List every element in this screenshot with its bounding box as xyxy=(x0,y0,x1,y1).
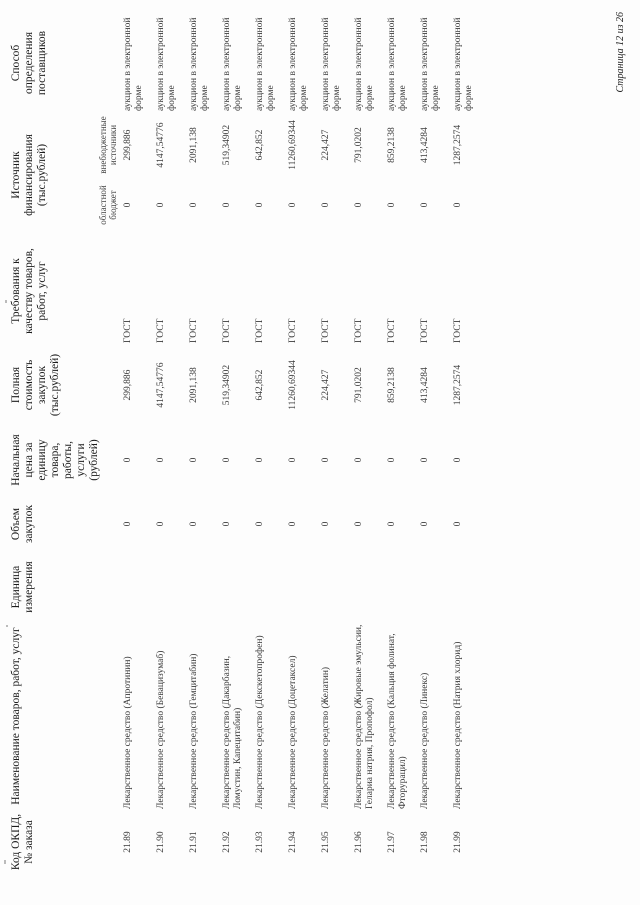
cell-volume: 0 xyxy=(321,521,331,527)
cell-code: 21.94 xyxy=(288,831,298,853)
cell-cost: 859,2138 xyxy=(387,367,397,403)
cell-financing-extra: 4147,54776 xyxy=(156,122,166,168)
cell-financing xyxy=(417,113,450,237)
cell-volume: 0 xyxy=(156,521,166,527)
cell-cost: 642,852 xyxy=(255,369,265,401)
cell-requirements: ГОСТ xyxy=(156,318,166,343)
cell-name: Лекарственное средство (Натрия хлорид) xyxy=(453,641,463,809)
cell-financing-extra: 224,427 xyxy=(321,129,331,161)
cell-price: 0 xyxy=(321,457,331,463)
cell-code: 21.92 xyxy=(222,831,232,853)
col-price-header: Начальная цена за единицу товара, работы, услуги (рублей) xyxy=(10,434,100,486)
table-row xyxy=(186,13,219,873)
table-row xyxy=(120,13,153,873)
cell-unit xyxy=(384,553,417,621)
cell-price: 0 xyxy=(288,457,298,463)
col-unit-header: Единица измерения xyxy=(10,561,35,613)
cell-price: 0 xyxy=(156,457,166,463)
cell-financing-budget: 0 xyxy=(453,202,463,208)
cell-cost: 11260,69344 xyxy=(288,360,298,410)
table-body xyxy=(120,13,483,873)
cell-name: Лекарственное средство (Апротинин) xyxy=(123,656,133,809)
cell-price: 0 xyxy=(354,457,364,463)
cell-name: Лекарственное средство (Желатин) xyxy=(321,666,331,809)
cell-volume: 0 xyxy=(189,521,199,527)
cell-requirements: ГОСТ xyxy=(288,318,298,343)
financing-title: Источник финансирования (тыс.рублей) xyxy=(10,134,48,216)
cell-code: 21.96 xyxy=(354,831,364,853)
cell-method: аукцион в электронной форме xyxy=(453,17,474,111)
cell-requirements: ГОСТ xyxy=(222,318,232,343)
cell-code: 21.98 xyxy=(420,831,430,853)
cell-method: аукцион в электронной форме xyxy=(420,17,441,111)
cell-unit xyxy=(318,553,351,621)
cell-volume: 0 xyxy=(354,521,364,527)
cell-requirements: ГОСТ xyxy=(255,318,265,343)
cell-volume: 0 xyxy=(387,521,397,527)
cell-unit xyxy=(450,553,483,621)
col-method-header: Способ определения поставщиков xyxy=(10,30,48,96)
cell-financing-budget: 0 xyxy=(123,202,133,208)
cell-name: Лекарственное средство (Гемцитабин) xyxy=(189,653,199,809)
cell-name: Лекарственное средство (Доцетаксел) xyxy=(288,655,298,809)
cell-financing xyxy=(384,113,417,237)
cell-name: Лекарственное средство (Бевацизумаб) xyxy=(156,650,166,809)
cell-requirements: ГОСТ xyxy=(453,318,463,343)
cell-volume: 0 xyxy=(288,521,298,527)
cell-requirements: ГОСТ xyxy=(420,318,430,343)
procurement-table xyxy=(8,13,483,873)
cell-cost: 299,886 xyxy=(123,369,133,401)
cell-method: аукцион в электронной форме xyxy=(288,17,309,111)
cell-cost: 4147,54776 xyxy=(156,362,166,408)
cell-price: 0 xyxy=(123,457,133,463)
col-code-header: Код ОКПД, № заказа xyxy=(10,813,35,871)
cell-unit xyxy=(417,553,450,621)
cell-financing-extra: 859,2138 xyxy=(387,127,397,163)
cell-financing-budget: 0 xyxy=(288,202,298,208)
cell-cost: 224,427 xyxy=(321,369,331,401)
cell-method: аукцион в электронной форме xyxy=(321,17,342,111)
cell-volume: 0 xyxy=(255,521,265,527)
cell-financing xyxy=(153,113,186,237)
cell-method: аукцион в электронной форме xyxy=(123,17,144,111)
financing-budget-subheader: областной бюджет xyxy=(98,185,118,225)
financing-extra-subheader: внебюджетные источники xyxy=(98,116,118,174)
cell-unit xyxy=(153,553,186,621)
table-row xyxy=(417,13,450,873)
cell-price: 0 xyxy=(255,457,265,463)
cell-price: 0 xyxy=(222,457,232,463)
table-row xyxy=(450,13,483,873)
cell-method: аукцион в электронной форме xyxy=(222,17,243,111)
cell-financing xyxy=(318,113,351,237)
table-row xyxy=(285,13,318,873)
cell-financing-budget: 0 xyxy=(387,202,397,208)
table-row xyxy=(252,13,285,873)
cell-price: 0 xyxy=(387,457,397,463)
cell-name: Лекарственное средство (Дакарбазин, Ломустин, Капецитабин) xyxy=(222,655,243,809)
cell-financing xyxy=(186,113,219,237)
cell-financing-budget: 0 xyxy=(321,202,331,208)
cell-cost: 2091,138 xyxy=(189,367,199,403)
cell-financing-extra: 791,0202 xyxy=(354,127,364,163)
cell-cost: 791,0202 xyxy=(354,367,364,403)
page-number: Страница 12 из 26 xyxy=(615,12,626,93)
cell-financing-budget: 0 xyxy=(156,202,166,208)
cell-requirements: ГОСТ xyxy=(321,318,331,343)
cell-unit xyxy=(186,553,219,621)
cell-financing-budget: 0 xyxy=(189,202,199,208)
cell-unit xyxy=(120,553,153,621)
cell-requirements: ГОСТ xyxy=(123,318,133,343)
cell-financing-budget: 0 xyxy=(222,202,232,208)
cell-code: 21.97 xyxy=(387,831,397,853)
cell-method: аукцион в электронной форме xyxy=(387,17,408,111)
table-row xyxy=(351,13,384,873)
cell-name: Лекарственное средство (Декскетопрофен) xyxy=(255,635,265,809)
cell-method: аукцион в электронной форме xyxy=(189,17,210,111)
cell-code: 21.90 xyxy=(156,831,166,853)
cell-code: 21.93 xyxy=(255,831,265,853)
cell-financing xyxy=(351,113,384,237)
cell-unit xyxy=(285,553,318,621)
cell-requirements: ГОСТ xyxy=(354,318,364,343)
cell-financing xyxy=(252,113,285,237)
cell-method: аукцион в электронной форме xyxy=(255,17,276,111)
cell-financing-extra: 413,4284 xyxy=(420,127,430,163)
cell-unit xyxy=(351,553,384,621)
cell-financing-budget: 0 xyxy=(420,202,430,208)
cell-cost: 519,34902 xyxy=(222,364,232,406)
cell-financing xyxy=(120,113,153,237)
cell-price: 0 xyxy=(453,457,463,463)
cell-financing-extra: 1287,2574 xyxy=(453,124,463,166)
table-header xyxy=(8,13,120,873)
cell-volume: 0 xyxy=(453,521,463,527)
cell-name: Лекарственное средство (Кальция фолинат, Фторурацил) xyxy=(387,633,408,809)
table-row xyxy=(384,13,417,873)
cell-requirements: ГОСТ xyxy=(387,318,397,343)
cell-name: Лекарственное средство (Жировые эмульсии, Гелариа натрия, Пропофол) xyxy=(354,624,375,809)
cell-financing-extra: 519,34902 xyxy=(222,124,232,166)
cell-code: 21.95 xyxy=(321,831,331,853)
cell-financing xyxy=(450,113,483,237)
col-cost-header: Полная стоимость закупок (тыс.рублей) xyxy=(10,353,61,417)
cell-cost: 413,4284 xyxy=(420,367,430,403)
cell-name: Лекарственное средство (Линекс) xyxy=(420,672,430,809)
cell-cost: 1287,2574 xyxy=(453,364,463,406)
cell-code: 21.99 xyxy=(453,831,463,853)
cell-requirements: ГОСТ xyxy=(189,318,199,343)
cell-method: аукцион в электронной форме xyxy=(354,17,375,111)
col-financing-header xyxy=(8,113,120,237)
col-volume-header: Объем закупок xyxy=(10,504,35,544)
cell-unit xyxy=(219,553,252,621)
cell-financing-budget: 0 xyxy=(255,202,265,208)
cell-financing xyxy=(285,113,318,237)
cell-financing-extra: 642,852 xyxy=(255,129,265,161)
cell-code: 21.89 xyxy=(123,831,133,853)
cell-price: 0 xyxy=(420,457,430,463)
table-row xyxy=(318,13,351,873)
cell-financing-extra: 11260,69344 xyxy=(288,120,298,170)
col-requirements-header: Требования к качеству товаров, работ, услуг xyxy=(10,248,48,334)
cell-unit xyxy=(252,553,285,621)
cell-volume: 0 xyxy=(123,521,133,527)
cell-price: 0 xyxy=(189,457,199,463)
cell-financing-extra: 299,886 xyxy=(123,129,133,161)
col-name-header: Наименование товаров, работ, услуг xyxy=(10,627,22,805)
cell-volume: 0 xyxy=(222,521,232,527)
cell-financing xyxy=(219,113,252,237)
table-row xyxy=(153,13,186,873)
cell-code: 21.91 xyxy=(189,831,199,853)
table-row xyxy=(219,13,252,873)
cell-financing-extra: 2091,138 xyxy=(189,127,199,163)
cell-volume: 0 xyxy=(420,521,430,527)
cell-method: аукцион в электронной форме xyxy=(156,17,177,111)
cell-financing-budget: 0 xyxy=(354,202,364,208)
